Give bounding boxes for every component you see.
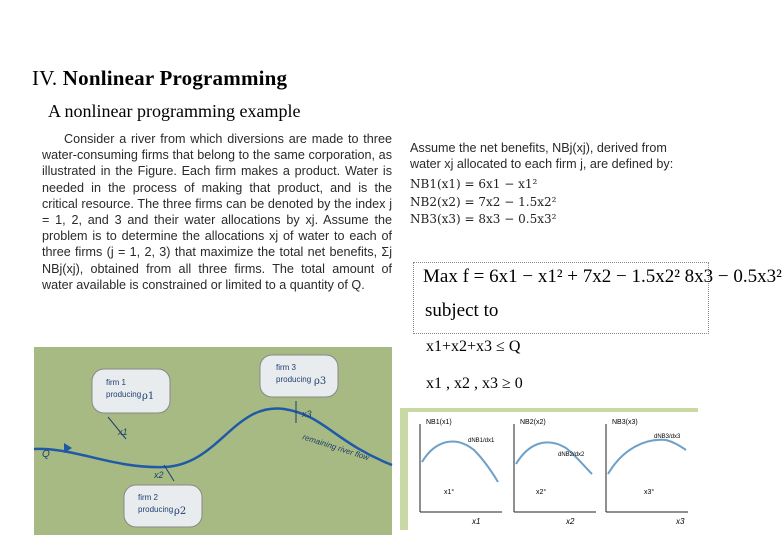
x1-label: x1	[118, 427, 128, 437]
firm2-rho: ρ2	[174, 506, 187, 517]
firm1-rho: ρ1	[142, 391, 155, 402]
remaining-flow-label: remaining river flow	[301, 432, 371, 463]
benefit-curves	[408, 412, 698, 530]
firm1-producing: producing	[106, 390, 142, 399]
graph3-opt: x3°	[644, 489, 655, 496]
objective-function: Max f = 6x1 − x1² + 7x2 − 1.5x2² 8x3 − 0.5x3²	[423, 266, 782, 287]
river-figure	[34, 347, 392, 535]
subject-to-label: subject to	[425, 300, 499, 321]
benefit-graphs	[400, 408, 698, 530]
graph1-xlabel: x1	[472, 517, 481, 526]
nonnegativity-constraint: x1 , x2 , x3 ≥ 0	[426, 375, 523, 392]
benefit-equations	[410, 176, 556, 229]
graph3-xlabel: x3	[676, 517, 685, 526]
graph1-title: NB1(x1)	[426, 419, 452, 426]
graph2-xlabel: x2	[566, 517, 575, 526]
graph2-curve	[516, 442, 592, 474]
river-line	[34, 408, 392, 467]
firm3-producing: producing	[276, 375, 312, 384]
x3-label: x3	[302, 409, 312, 419]
benefit-equation-3: NB3(x3) = 8x3 − 0.5x3²	[410, 212, 557, 226]
x2-label: x2	[154, 470, 164, 480]
graph3-slope: dNB3/dx3	[654, 434, 681, 440]
problem-description	[42, 131, 392, 293]
river-diagram	[34, 347, 392, 535]
benefit-equation-1: NB1(x1) = 6x1 − x1²	[410, 177, 538, 191]
graph-2	[514, 419, 596, 526]
graph-3	[606, 419, 688, 526]
section-heading: Nonlinear Programming	[62, 66, 288, 90]
section-title	[32, 66, 287, 91]
firm2-producing: producing	[138, 505, 174, 514]
section-number: IV.	[32, 66, 58, 90]
graph1-curve	[422, 441, 498, 482]
graph2-title: NB2(x2)	[520, 419, 546, 426]
firm2-name: firm 2	[138, 493, 158, 502]
graph3-curve	[608, 440, 686, 474]
graph1-slope: dNB1/dx1	[468, 438, 495, 444]
graph1-opt: x1°	[444, 489, 455, 496]
firm1-name: firm 1	[106, 378, 126, 387]
problem-description-text: Consider a river from which diversions are made to three water-consuming firms that belong to the same corporation, as illustrated in the Figure. Each firm makes a product. Water is needed in the process of making that product, and is the critical resource. The three firms can be denoted by the index j = 1, 2, and 3 and their water allocations by xj. Assume the problem is to determine the allocations xj of water to each of three firms (j = 1, 2, 3) that maximize the total net benefits, Σj NBj(xj), obtained from all three firms. The total amount of water available is constrained or limited to a quantity of Q.	[42, 132, 392, 292]
graph-1	[420, 419, 502, 526]
example-subtitle: A nonlinear programming example	[48, 101, 301, 121]
firm3-rho: ρ3	[314, 376, 327, 387]
graph2-slope: dNB2/dx2	[558, 452, 585, 458]
benefits-intro: Assume the net benefits, NBj(xj), derived from water xj allocated to each firm j, are defined by:	[410, 141, 674, 171]
firm3-name: firm 3	[276, 363, 296, 372]
benefit-equation-2: NB2(x2) = 7x2 − 1.5x2²	[410, 194, 557, 209]
inflow-q-label: Q	[42, 449, 50, 460]
graph2-opt: x2°	[536, 489, 547, 496]
sum-constraint: x1+x2+x3 ≤ Q	[426, 338, 521, 355]
graph3-title: NB3(x3)	[612, 419, 638, 426]
